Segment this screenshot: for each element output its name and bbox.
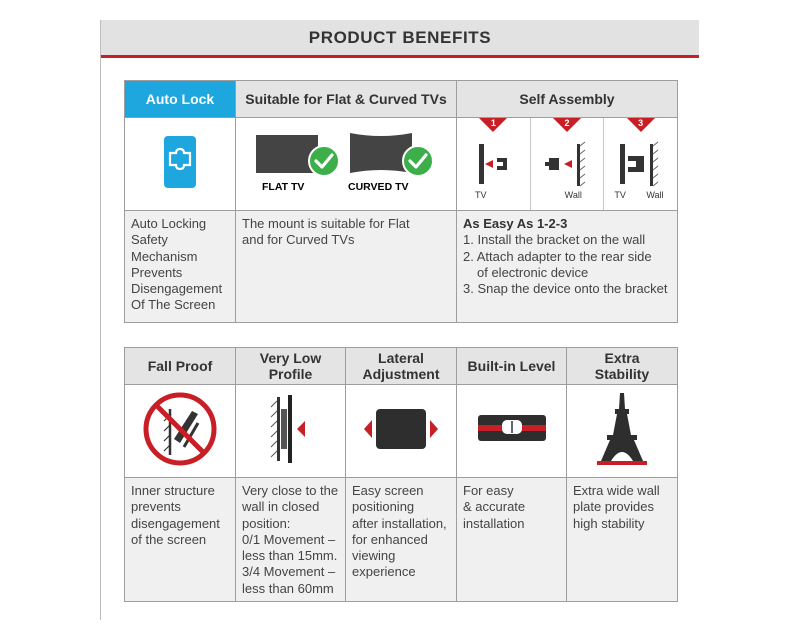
flat-tv-label: FLAT TV: [262, 180, 305, 193]
wall-label: Wall: [564, 190, 582, 200]
low-profile-image-cell: [236, 385, 346, 478]
page-title: PRODUCT BENEFITS: [308, 27, 492, 47]
built-in-level-image-cell: [457, 385, 567, 478]
low-profile-description: Very close to the wall in closed position: 0/1 Movement – less than 15mm. 3/4 Movement – less than 60mm: [236, 478, 346, 602]
fall-proof-description: Inner structure prevents disengagement of the screen: [125, 478, 236, 602]
extra-stability-description: Extra wide wall plate provides high stability: [567, 478, 678, 602]
curved-tv-label: CURVED TV: [348, 180, 409, 193]
tv-label: TV: [475, 190, 487, 200]
self-assembly-header: Self Assembly: [457, 81, 678, 118]
benefits-table-top: [124, 80, 678, 323]
flat-tv-icon: [256, 135, 318, 173]
curved-tv-icon: [350, 133, 412, 173]
lateral-adjust-header: Lateral Adjustment: [346, 348, 457, 385]
assembly-step-text: of electronic device: [477, 264, 589, 280]
extra-stability-image-cell: [567, 385, 678, 478]
lateral-adjust-icon: [356, 399, 446, 459]
self-assembly-description: [457, 211, 678, 323]
fall-proof-header: Fall Proof: [125, 348, 236, 385]
step-number: 2: [564, 118, 570, 128]
extra-stability-header: Extra Stability: [567, 348, 678, 385]
bracket-on-tv-icon: [457, 140, 530, 200]
eiffel-tower-icon: [587, 389, 657, 469]
low-profile-header: Very Low Profile: [236, 348, 346, 385]
step-number: 1: [490, 118, 496, 128]
auto-lock-description: Auto Locking Safety Mechanism Prevents Disengagement Of The Screen: [125, 211, 236, 323]
step-number: 3: [638, 118, 644, 128]
lateral-adjust-image-cell: [346, 385, 457, 478]
self-assembly-image-cell: [457, 118, 678, 211]
assembly-step-2: [530, 118, 604, 210]
built-in-level-description: For easy & accurate installation: [457, 478, 567, 602]
assembly-step-3: [603, 118, 677, 210]
fall-proof-image-cell: [125, 385, 236, 478]
auto-lock-image-cell: [125, 118, 236, 211]
auto-lock-header: Auto Lock: [125, 81, 236, 118]
title-bar: [101, 20, 699, 58]
assembly-step-text: 1. Install the bracket on the wall: [463, 232, 646, 248]
page-frame-line: [100, 20, 101, 620]
check-icon: [309, 146, 339, 176]
built-in-level-header: Built-in Level: [457, 348, 567, 385]
flat-curved-description: The mount is suitable for Flat and for Curved TVs: [236, 211, 457, 323]
wall-label: Wall: [646, 190, 664, 200]
tv-label: TV: [614, 190, 626, 200]
low-profile-icon: [261, 389, 321, 469]
flat-curved-image-cell: [236, 118, 457, 211]
assembly-lead: As Easy As 1-2-3: [463, 216, 568, 231]
lock-tab-icon: [163, 135, 197, 189]
benefits-table-bottom: [124, 347, 678, 602]
check-icon: [403, 146, 433, 176]
tv-types-illustration: [246, 127, 446, 197]
assembly-step-text: 3. Snap the device onto the bracket: [463, 281, 668, 297]
spirit-level-icon: [472, 409, 552, 449]
assembly-step-1: [457, 118, 530, 210]
fall-proof-icon: [140, 389, 220, 469]
lateral-adjust-description: Easy screen positioning after installation, for enhanced viewing experience: [346, 478, 457, 602]
flat-curved-header: Suitable for Flat & Curved TVs: [236, 81, 457, 118]
assembly-step-text: 2. Attach adapter to the rear side: [463, 248, 652, 264]
